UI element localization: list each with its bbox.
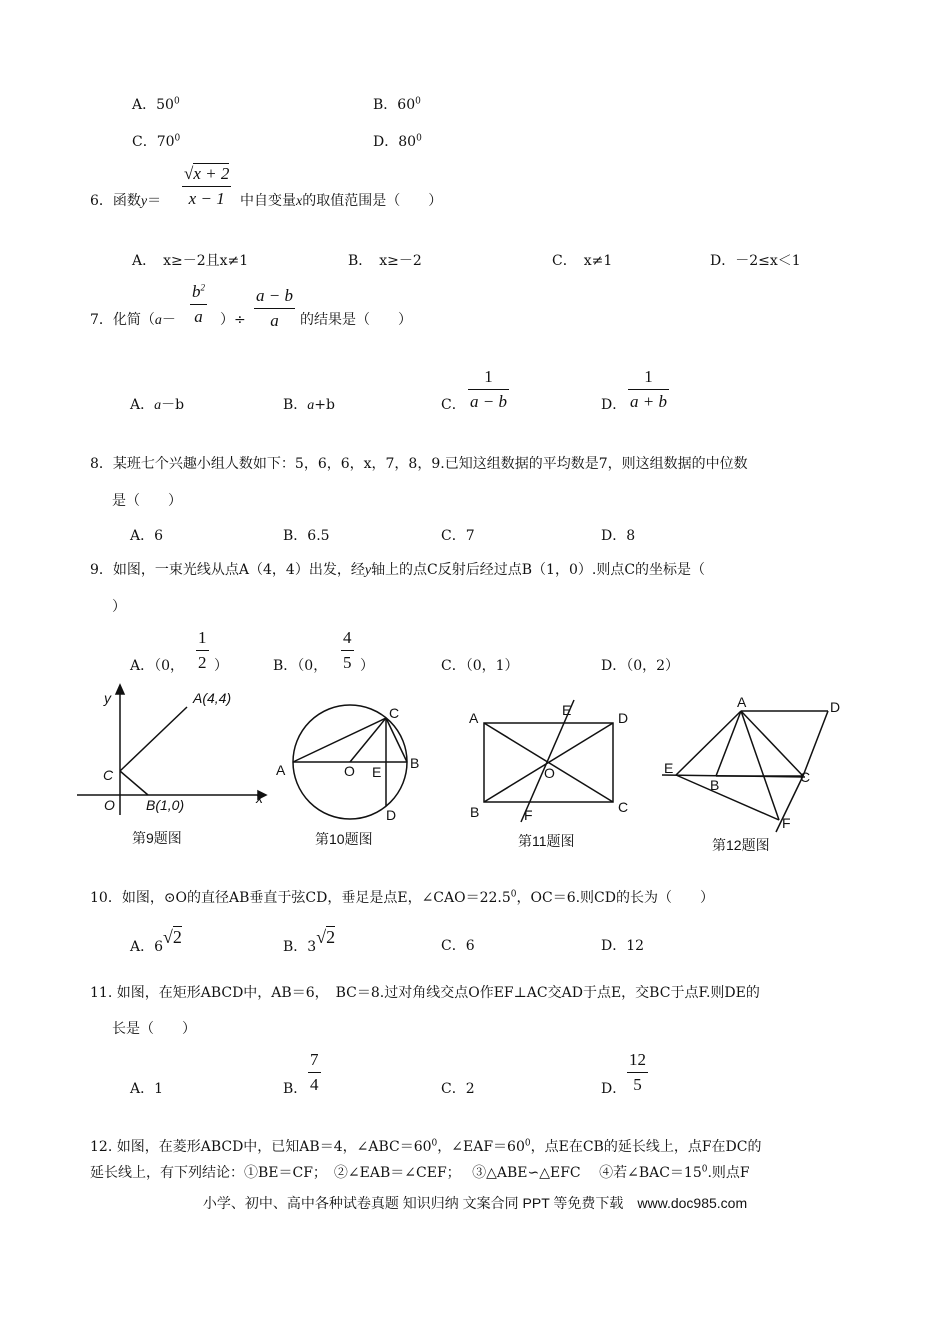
fig11-label-d: D (618, 710, 629, 726)
fig12-label-b: B (710, 777, 720, 793)
fig9-label-y: y (104, 690, 111, 706)
q9-stem-line2: ） (112, 599, 126, 615)
fig9-label-o: O (104, 797, 115, 813)
q12-stem-line2: 延长线上，有下列结论：①BE＝CF； ②∠EAB＝∠CEF； ③△ABE∽△EFC ④若$\angle BAC=15^0$.则点F (90, 1164, 750, 1181)
q9-option-a-prefix: A．（0， (130, 658, 185, 674)
q8-option-a: A．6 (130, 528, 164, 544)
fig9-caption: 第9题图 (132, 830, 182, 846)
fig12-label-d: D (830, 699, 841, 715)
q11-option-b-letter: B． (283, 1081, 308, 1097)
fig12-label-f: F (782, 815, 791, 831)
q8-option-b: B．6.5 (283, 528, 330, 544)
q5-option-d: D．$80^0$ (373, 133, 422, 150)
q10-option-a: A．6√2 (130, 927, 182, 955)
q7-option-c-fraction: 1 a − b (470, 367, 507, 411)
fig9-label-c: C (103, 767, 114, 783)
fig11-label-o: O (544, 765, 555, 781)
fig11-label-c: C (618, 799, 629, 815)
fig12-label-e: E (664, 760, 674, 776)
fig9-label-b: B(1,0) (146, 797, 185, 813)
q8-stem-line2: 是（ ） (112, 493, 182, 509)
q5-option-a: A．$50^0$ (132, 96, 180, 113)
q6-stem-suffix: 中自变量x的取值范围是（ ） (240, 193, 443, 209)
q10-option-c: C．6 (441, 938, 475, 954)
q8-stem-line1: 8．某班七个兴趣小组人数如下：5，6，6，x，7，8，9.已知这组数据的平均数是7，则这组数据的中位数 (90, 456, 748, 472)
q9-option-a-close: ） (214, 658, 228, 674)
figure-10 (293, 705, 407, 819)
fig12-side-ab (716, 711, 741, 776)
q11-option-d-letter: D． (601, 1081, 627, 1097)
q10-option-d: D．12 (601, 938, 645, 954)
q8-option-d: D．8 (601, 528, 636, 544)
q11-stem-line2: 长是（ ） (112, 1021, 196, 1037)
q11-stem-line1: 11. 如图，在矩形ABCD中，AB＝6， BC＝8.过对角线交点O作EF⊥AC交AD于点E，交BC于点F.则DE的 (90, 985, 760, 1001)
fig11-label-e: E (562, 702, 572, 718)
q10-option-b: B．3√2 (283, 927, 336, 955)
fig11-label-f: F (524, 807, 533, 823)
fig10-label-o: O (344, 763, 355, 779)
fig12-label-a: A (737, 694, 747, 710)
q12-stem-line1: 12. 如图，在菱形ABCD中，已知AB＝4，$\angle ABC=60^0$，$\angle EAF=60^0$，点E在CB的延长线上，点F在DC的 (90, 1138, 762, 1155)
fig10-label-c: C (389, 705, 400, 721)
q6-option-c: C． x≠1 (552, 253, 613, 269)
fig12-side-dc (803, 711, 828, 776)
fig9-label-x: x (256, 790, 263, 806)
q11-option-a: A．1 (130, 1081, 164, 1097)
fig9-ray-cb (120, 771, 148, 795)
q11-option-b-fraction: 7 4 (310, 1050, 319, 1094)
fig10-label-e: E (372, 764, 382, 780)
figures-row (0, 680, 950, 870)
q11-option-c: C．2 (441, 1081, 475, 1097)
fig12-caption: 第12题图 (712, 837, 770, 853)
fig12-line-ae (676, 711, 741, 775)
q9-option-b-prefix: B．（0， (273, 658, 328, 674)
q7-stem-mid: ）÷ (220, 312, 246, 328)
fig12-label-c: C (800, 769, 811, 785)
q9-option-d: D．（0，2） (601, 658, 680, 674)
q6-option-b: B． x≥－2 (348, 253, 422, 269)
fig10-label-d: D (386, 807, 397, 823)
fig10-caption: 第10题图 (315, 831, 373, 847)
q7-option-d-fraction: 1 a + b (630, 367, 667, 411)
fig11-line-ef (521, 700, 574, 822)
q7-option-c-letter: C． (441, 397, 466, 413)
q7-option-b: B．a+b (283, 397, 335, 413)
fig11-label-b: B (470, 804, 480, 820)
q6-option-a: A． x≥－2且x≠1 (132, 253, 249, 269)
q7-option-d-letter: D． (601, 397, 627, 413)
q6-option-d: D．－2≤x＜1 (710, 253, 801, 269)
q7-option-a: A．a－b (130, 397, 185, 413)
q7-stem-prefix: 7．化简（a－ (90, 312, 176, 328)
fig11-label-a: A (469, 710, 479, 726)
footer-note: 小学、初中、高中各种试卷真题 知识归纳 文案合同 PPT 等免费下载 www.doc985.com (202, 1195, 748, 1211)
fig10-line-oc (350, 718, 386, 762)
fig9-label-a: A(4,4) (193, 690, 232, 706)
fig10-label-b: B (410, 755, 420, 771)
fig12-diagonal-ac (741, 711, 803, 776)
q9-option-c: C．（0，1） (441, 658, 519, 674)
q5-option-c: C．$70^0$ (132, 133, 181, 150)
q10-stem: 10．如图，⊙O的直径AB垂直于弦CD，垂足是点E，$\angle CAO=22.5^0$，OC＝6.则CD的长为（ ） (90, 889, 714, 906)
fig11-caption: 第11题图 (518, 833, 575, 849)
fig10-line-cb (386, 718, 407, 762)
fig12-line-ef (676, 775, 779, 820)
q9-option-b-fraction: 4 5 (343, 628, 352, 672)
fig9-ray-ca (120, 707, 187, 771)
q8-option-c: C．7 (441, 528, 475, 544)
q7-fraction-b2-over-a: $b^2$ a (192, 282, 205, 326)
q9-option-a-fraction: 1 2 (198, 628, 207, 672)
q7-fraction-a-minus-b-over-a: a − b a (256, 286, 293, 330)
figure-11 (484, 700, 613, 822)
q7-stem-suffix: 的结果是（ ） (300, 312, 412, 328)
q6-fraction: √x + 2 x − 1 (184, 164, 230, 208)
q6-stem-prefix: 6．函数y＝ (90, 193, 162, 209)
q5-option-b: B．$60^0$ (373, 96, 421, 113)
fig9-y-arrow (116, 685, 124, 694)
fig12-line-af (741, 711, 779, 820)
q9-stem-line1: 9．如图，一束光线从点A（4，4）出发，经y轴上的点C反射后经过点B（1，0）.则点C的坐标是（ (90, 562, 706, 578)
q9-option-b-close: ） (360, 658, 374, 674)
fig10-label-a: A (276, 762, 286, 778)
q11-option-d-fraction: 12 5 (629, 1050, 646, 1094)
